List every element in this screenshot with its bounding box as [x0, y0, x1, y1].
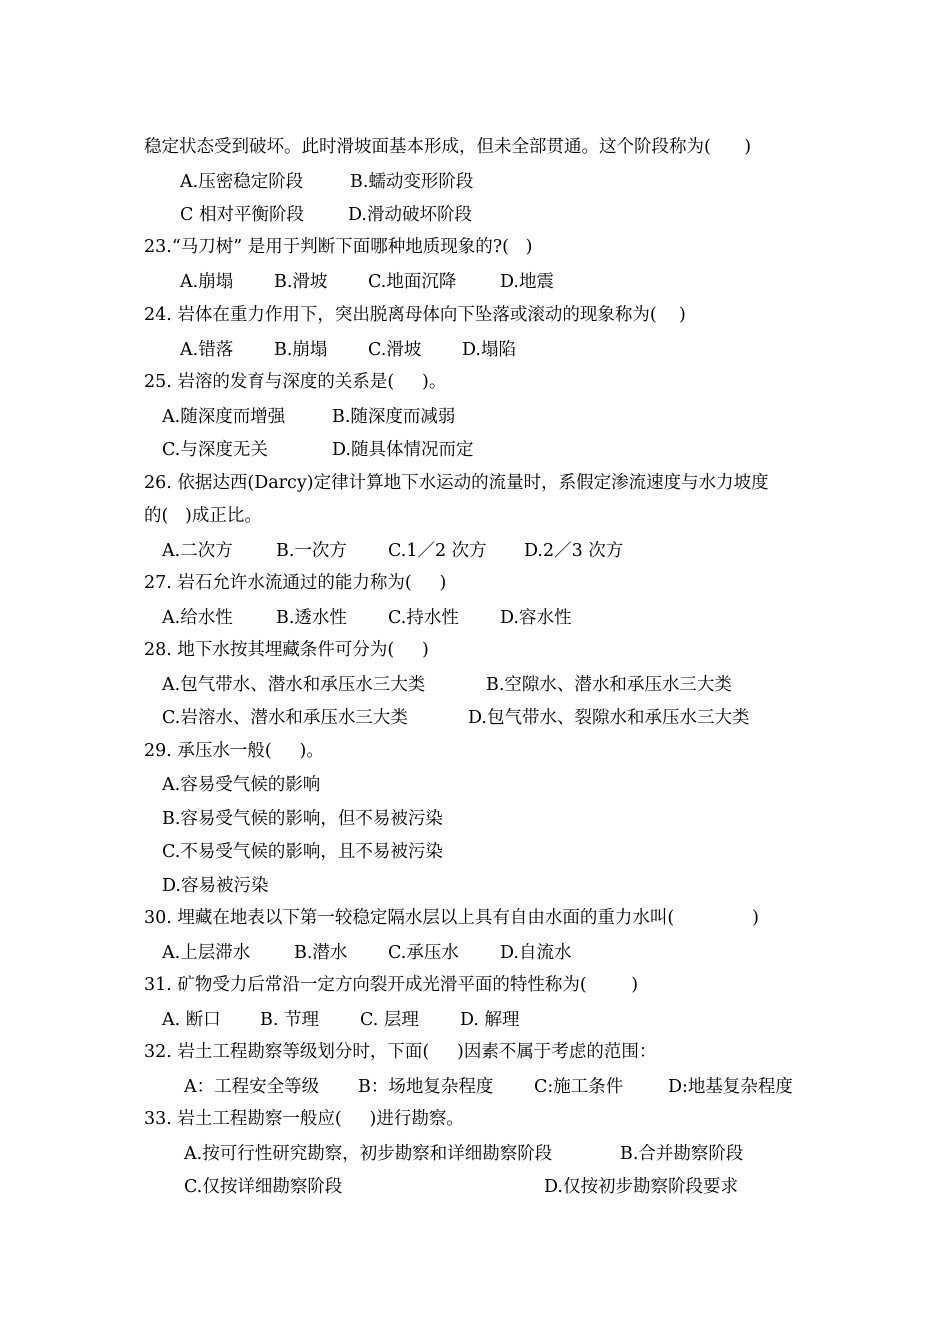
q32-option-c: C:施工条件 [534, 1077, 624, 1097]
q25-option-a: A.随深度而增强 [162, 407, 286, 427]
q27-option-b: B.透水性 [276, 608, 347, 628]
q27-option-a: A.给水性 [162, 608, 233, 628]
q25-stem: 25. 岩溶的发育与深度的关系是( )。 [144, 372, 447, 392]
q22-option-c: C 相对平衡阶段 [180, 205, 304, 225]
q31-option-b: B. 节理 [260, 1010, 319, 1030]
q25-option-d: D.随具体情况而定 [332, 440, 474, 460]
q33-option-c: C.仅按详细勘察阶段 [184, 1177, 343, 1197]
q25-option-b: B.随深度而减弱 [332, 407, 456, 427]
q22-option-a: A.压密稳定阶段 [180, 172, 304, 192]
q27-option-c: C.持水性 [388, 608, 459, 628]
q30-option-d: D.自流水 [500, 943, 572, 963]
q24-option-d: D.塌陷 [462, 340, 516, 360]
q31-option-a: A. 断口 [162, 1010, 221, 1030]
q29-option-b: B.容易受气候的影响，但不易被污染 [162, 809, 443, 829]
q26-option-b: B.一次方 [276, 541, 347, 561]
q24-stem: 24. 岩体在重力作用下，突出脱离母体向下坠落或滚动的现象称为( ) [144, 305, 686, 325]
q24-option-b: B.崩塌 [274, 340, 328, 360]
q25-option-c: C.与深度无关 [162, 440, 268, 460]
q28-stem: 28. 地下水按其埋藏条件可分为( ) [144, 640, 429, 660]
q23-option-b: B.滑坡 [274, 272, 328, 292]
q24-option-a: A.错落 [180, 340, 234, 360]
q29-stem: 29. 承压水一般( )。 [144, 741, 324, 761]
q31-option-c: C. 层理 [360, 1010, 419, 1030]
q28-option-b: B.空隙水、潜水和承压水三大类 [486, 675, 732, 695]
q33-option-b: B.合并勘察阶段 [620, 1144, 744, 1164]
q23-option-a: A.崩塌 [180, 272, 234, 292]
q23-stem: 23.“马刀树” 是用于判断下面哪种地质现象的?( ) [144, 237, 533, 257]
q32-stem: 32. 岩土工程勘察等级划分时，下面( )因素不属于考虑的范围： [144, 1042, 657, 1062]
q30-stem: 30. 埋藏在地表以下第一较稳定隔水层以上具有自由水面的重力水叫( ) [144, 908, 759, 928]
q28-option-a: A.包气带水、潜水和承压水三大类 [162, 675, 426, 695]
q32-option-d: D:地基复杂程度 [668, 1077, 793, 1097]
q24-option-c: C.滑坡 [368, 340, 422, 360]
q33-option-d: D.仅按初步勘察阶段要求 [544, 1177, 738, 1197]
q22-stem: 稳定状态受到破坏。此时滑坡面基本形成，但未全部贯通。这个阶段称为( ) [144, 137, 752, 157]
q27-stem: 27. 岩石允许水流通过的能力称为( ) [144, 573, 447, 593]
q30-option-b: B.潜水 [294, 943, 348, 963]
q29-option-c: C.不易受气候的影响，且不易被污染 [162, 842, 443, 862]
q33-option-a: A.按可行性研究勘察，初步勘察和详细勘察阶段 [184, 1144, 553, 1164]
q26-option-a: A.二次方 [162, 541, 233, 561]
q23-option-d: D.地震 [500, 272, 554, 292]
q22-option-b: B.蠕动变形阶段 [350, 172, 474, 192]
q31-stem: 31. 矿物受力后常沿一定方向裂开成光滑平面的特性称为( ) [144, 975, 639, 995]
q26-stem: 26. 依据达西(Darcy)定律计算地下水运动的流量时，系假定渗流速度与水力坡度 [144, 473, 769, 493]
q26-option-d: D.2／3 次方 [524, 541, 624, 561]
q22-option-d: D.滑动破坏阶段 [348, 205, 472, 225]
q32-option-b: B：场地复杂程度 [358, 1077, 494, 1097]
q33-stem: 33. 岩土工程勘察一般应( )进行勘察。 [144, 1109, 464, 1129]
q28-option-d: D.包气带水、裂隙水和承压水三大类 [468, 708, 750, 728]
q26-option-c: C.1／2 次方 [388, 541, 487, 561]
q29-option-d: D.容易被污染 [162, 876, 269, 896]
q32-option-a: A：工程安全等级 [184, 1077, 320, 1097]
q30-option-c: C.承压水 [388, 943, 459, 963]
q30-option-a: A.上层滞水 [162, 943, 251, 963]
q28-option-c: C.岩溶水、潜水和承压水三大类 [162, 708, 408, 728]
q23-option-c: C.地面沉降 [368, 272, 457, 292]
q29-option-a: A.容易受气候的影响 [162, 775, 321, 795]
q26-stem-continued: 的( )成正比。 [144, 506, 262, 526]
q31-option-d: D. 解理 [460, 1010, 520, 1030]
q27-option-d: D.容水性 [500, 608, 572, 628]
